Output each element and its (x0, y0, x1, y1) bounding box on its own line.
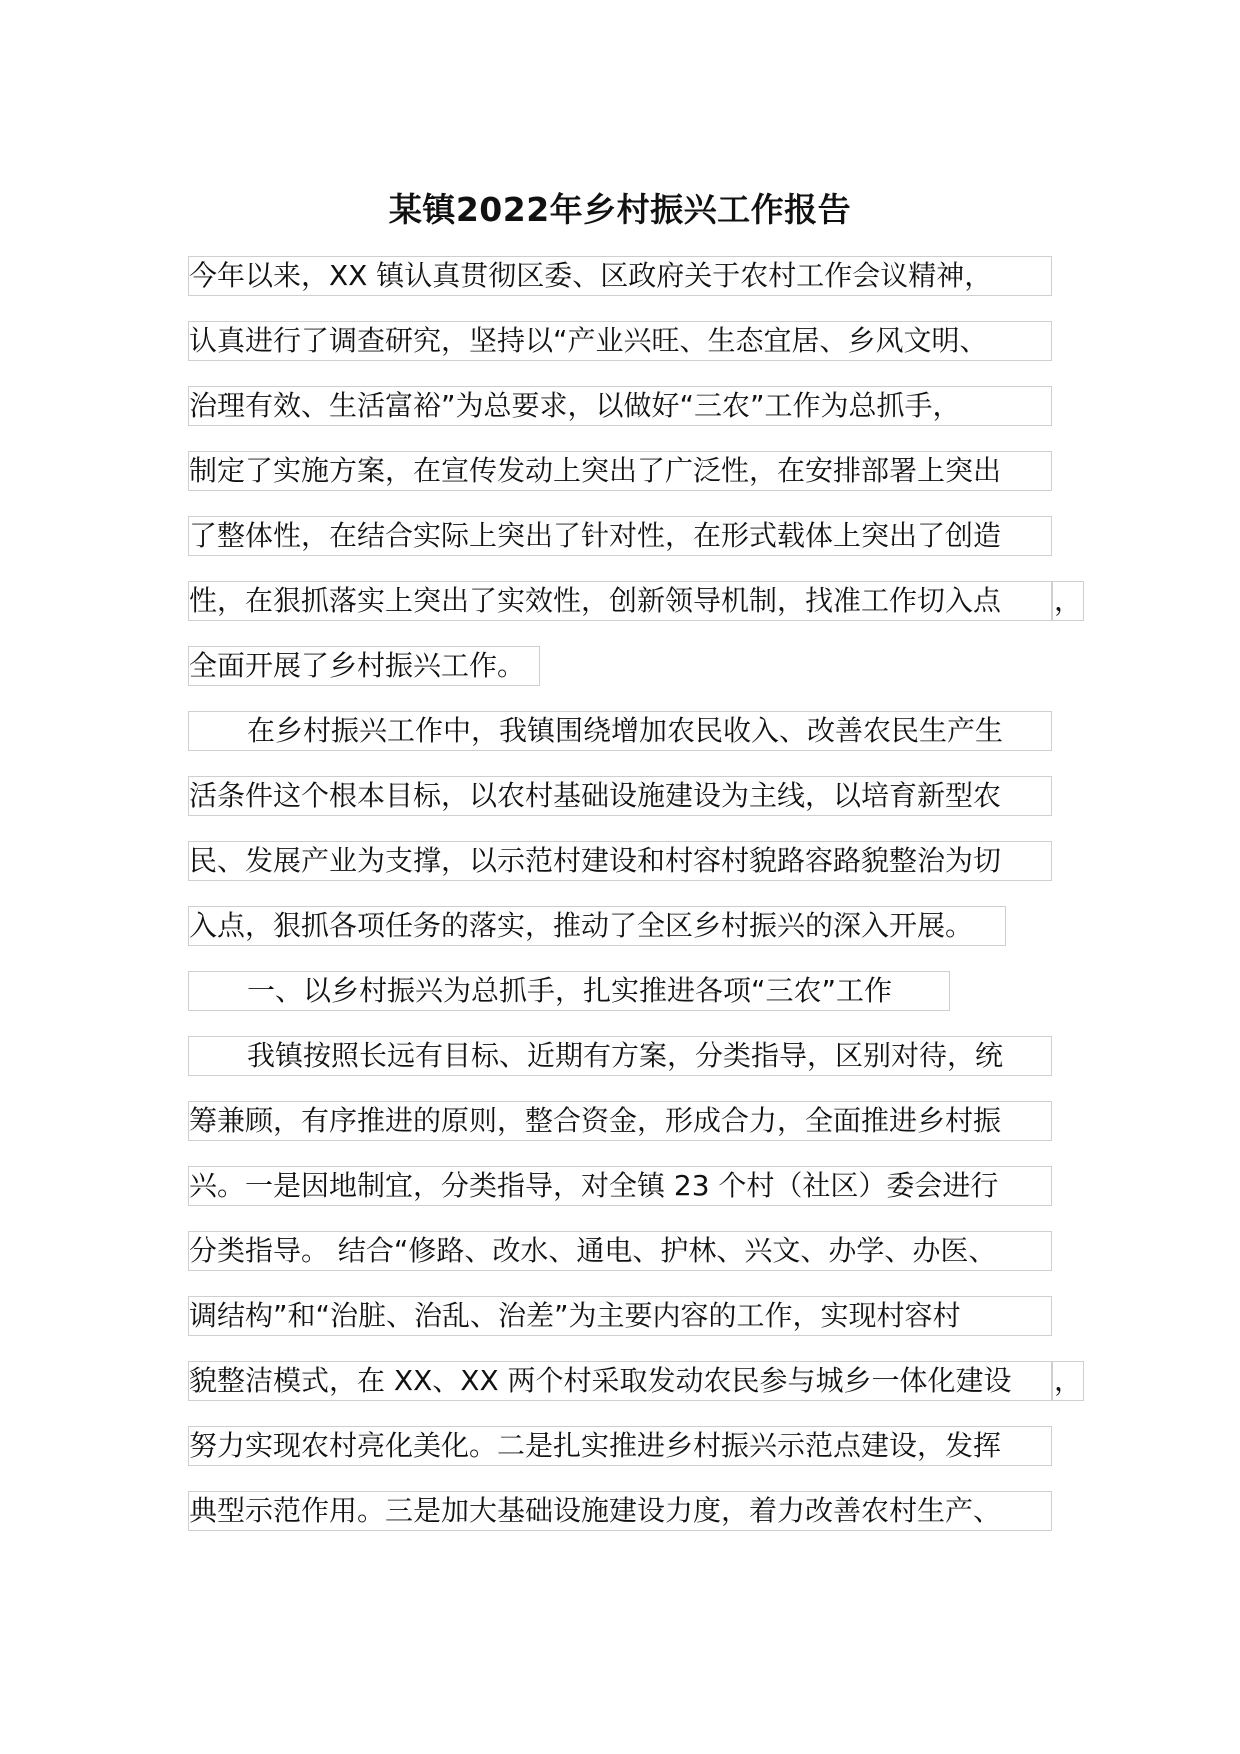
text-line-7: 全面开展了乡村振兴工作。 (188, 646, 540, 686)
section-heading: 一、以乡村振兴为总抓手，扎实推进各项“三农”工作 (188, 971, 950, 1011)
text-line-18: 貌整洁模式，在 XX、XX 两个村采取发动农民参与城乡一体化建设 (188, 1361, 1052, 1401)
document-title: 某镇2022年乡村振兴工作报告 (388, 190, 852, 229)
text-line-10: 民、发展产业为支撑，以示范村建设和村容村貌路容路貌整治为切 (188, 841, 1052, 881)
text-line-2: 认真进行了调查研究，坚持以“产业兴旺、生态宜居、乡风文明、 (188, 321, 1052, 361)
text-line-14: 筹兼顾，有序推进的原则，整合资金，形成合力，全面推进乡村振 (188, 1101, 1052, 1141)
trailing-punctuation: ， (1052, 1361, 1084, 1401)
text-line-17: 调结构”和“治脏、治乱、治差”为主要内容的工作，实现村容村 (188, 1296, 1052, 1336)
text-line-1: 今年以来，XX 镇认真贯彻区委、区政府关于农村工作会议精神， (188, 256, 1052, 296)
text-line-20: 典型示范作用。三是加大基础设施建设力度，着力改善农村生产、 (188, 1491, 1052, 1531)
text-line-8: 在乡村振兴工作中，我镇围绕增加农民收入、改善农民生产生 (188, 711, 1052, 751)
text-line-6: 性，在狠抓落实上突出了实效性，创新领导机制，找准工作切入点 (188, 581, 1052, 621)
text-line-5: 了整体性，在结合实际上突出了针对性，在形式载体上突出了创造 (188, 516, 1052, 556)
text-line-16: 分类指导。 结合“修路、改水、通电、护林、兴文、办学、办医、 (188, 1231, 1052, 1271)
text-line-15: 兴。一是因地制宜，分类指导，对全镇 23 个村（社区）委会进行 (188, 1166, 1052, 1206)
text-line-4: 制定了实施方案，在宣传发动上突出了广泛性，在安排部署上突出 (188, 451, 1052, 491)
text-line-19: 努力实现农村亮化美化。二是扎实推进乡村振兴示范点建设，发挥 (188, 1426, 1052, 1466)
text-line-3: 治理有效、生活富裕”为总要求，以做好“三农”工作为总抓手， (188, 386, 1052, 426)
text-line-11: 入点，狠抓各项任务的落实，推动了全区乡村振兴的深入开展。 (188, 906, 1006, 946)
text-line-13: 我镇按照长远有目标、近期有方案，分类指导，区别对待，统 (188, 1036, 1052, 1076)
trailing-punctuation: ， (1052, 581, 1084, 621)
text-line-9: 活条件这个根本目标，以农村基础设施建设为主线，以培育新型农 (188, 776, 1052, 816)
